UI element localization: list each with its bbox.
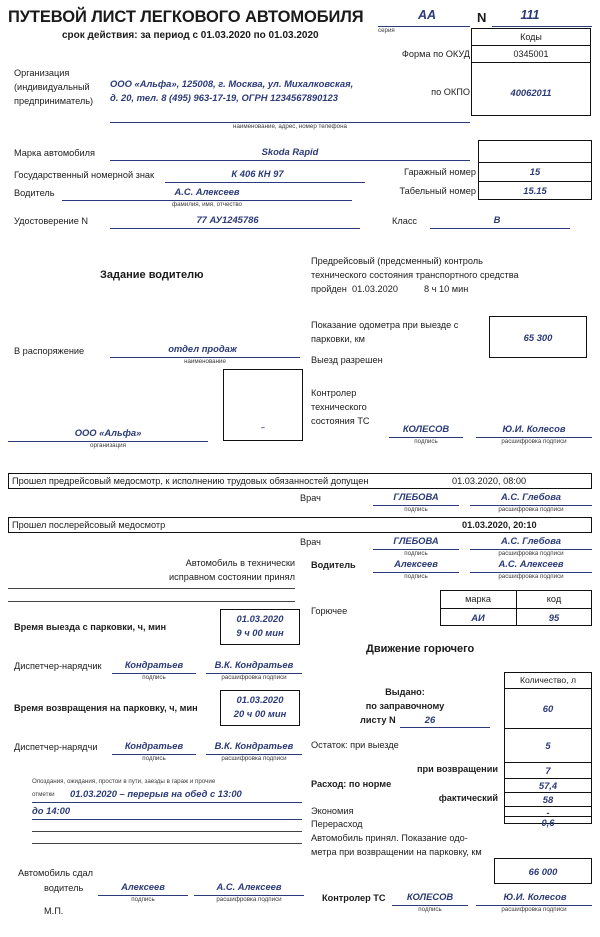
notes-value-line2: до 14:00 bbox=[32, 805, 71, 816]
controller-signature: КОЛЕСОВ bbox=[402, 423, 450, 434]
fuel-issued-line2: по заправочному bbox=[365, 701, 445, 711]
fuel-remainder-return-label: при возвращении bbox=[416, 764, 498, 774]
acceptance-rule-2 bbox=[8, 601, 295, 602]
garage-payroll-divider-2 bbox=[478, 181, 592, 182]
class-value: B bbox=[493, 214, 501, 225]
departure-allowed-label: Выезд разрешен bbox=[311, 355, 383, 365]
acceptance-line2: исправном состоянии принял bbox=[169, 572, 295, 582]
posttrip-doctor-signature: ГЛЕБОВА bbox=[393, 535, 439, 546]
organization-caption: наименование, адрес, номер телефона bbox=[233, 123, 347, 130]
notes-rule-4 bbox=[32, 843, 302, 844]
payroll-label: Табельный номер bbox=[399, 186, 476, 196]
return-odometer-label-line2: метра при возвращении на парковку, км bbox=[311, 847, 482, 857]
fuel-remainder-departure-label: Остаток: при выезде bbox=[311, 740, 399, 750]
notes-rule-3 bbox=[32, 831, 302, 832]
controller-line1: Контролер bbox=[311, 388, 357, 398]
pretrip-medical-datetime: 01.03.2020, 08:00 bbox=[452, 476, 527, 486]
brand-value: Skoda Rapid bbox=[261, 146, 319, 157]
pretrip-doctor-signature-caption: подпись bbox=[404, 506, 428, 513]
fuel-qty-divider-2 bbox=[504, 762, 592, 763]
return-time: 20 ч 00 мин bbox=[233, 708, 287, 719]
handover-stamp: М.П. bbox=[44, 906, 64, 916]
handover-controller-signature-caption: подпись bbox=[418, 906, 442, 913]
fuel-qty-divider-4 bbox=[504, 792, 592, 793]
organization-value-line2: д. 20, тел. 8 (495) 963-17-19, ОГРН 1234567890123 bbox=[110, 92, 338, 103]
garage-label: Гаражный номер bbox=[403, 167, 476, 177]
departure-date: 01.03.2020 bbox=[236, 613, 284, 624]
pretrip-control-line1: Предрейсовый (предсменный) контроль bbox=[311, 256, 483, 266]
notes-rule-1 bbox=[32, 802, 302, 803]
pretrip-doctor-name-caption: расшифровка подписи bbox=[498, 506, 564, 513]
task-organization-value: ООО «Альфа» bbox=[74, 427, 142, 438]
departure-time: 9 ч 00 мин bbox=[236, 627, 284, 638]
dispatcher1-signature: Кондратьев bbox=[124, 659, 184, 670]
handover-driver-name: А.С. Алексеев bbox=[216, 881, 282, 892]
assign-label: В распоряжение bbox=[14, 346, 85, 356]
dispatcher1-label: Диспетчер-нарядчик bbox=[14, 661, 102, 671]
codes-title: Коды bbox=[520, 32, 542, 42]
task-heading: Задание водителю bbox=[100, 269, 204, 281]
acceptance-driver-signature-caption: подпись bbox=[404, 573, 428, 580]
payroll-value: 15.15 bbox=[523, 185, 547, 196]
licence-value: 77 АУ1245786 bbox=[196, 214, 259, 225]
dispatcher2-name: В.К. Кондратьев bbox=[214, 740, 294, 751]
pretrip-doctor-label: Врач bbox=[300, 493, 321, 503]
number-rule bbox=[492, 26, 592, 27]
fuel-qty-divider-1 bbox=[504, 728, 592, 729]
odometer-departure-value: 65 300 bbox=[523, 331, 553, 343]
fuel-qty-divider-3 bbox=[504, 778, 592, 779]
okud-label: Форма по ОКУД bbox=[401, 49, 470, 59]
dispatcher1-name: В.К. Кондратьев bbox=[214, 659, 294, 670]
posttrip-doctor-name-caption: расшифровка подписи bbox=[498, 550, 564, 557]
brand-rule bbox=[110, 160, 470, 161]
fuel-remainder-departure-value: 5 bbox=[545, 740, 551, 751]
fuel-type-code-value: 95 bbox=[548, 612, 560, 623]
fuel-consumption-norm-value: 57,4 bbox=[538, 780, 558, 791]
codes-box-divider-1 bbox=[471, 45, 591, 46]
dispatcher2-name-caption: расшифровка подписи bbox=[221, 755, 287, 762]
dispatcher1-signature-caption: подпись bbox=[142, 674, 166, 681]
class-rule bbox=[430, 228, 570, 229]
series-value: АА bbox=[417, 8, 437, 22]
pretrip-control-line3-prefix: пройден bbox=[311, 284, 347, 294]
brand-label: Марка автомобиля bbox=[14, 148, 96, 158]
departure-time-label: Время выезда с парковки, ч, мин bbox=[14, 622, 167, 632]
pretrip-control-time: 8 ч 10 мин bbox=[424, 284, 469, 294]
fuel-issued-line1: Выдано: bbox=[385, 687, 425, 697]
licence-label: Удостоверение N bbox=[14, 216, 89, 226]
fuel-consumption-actual-value: 58 bbox=[542, 794, 554, 805]
acceptance-driver-name-caption: расшифровка подписи bbox=[498, 573, 564, 580]
odometer-departure-value-wrap bbox=[489, 316, 587, 358]
fuel-saving-value: - bbox=[546, 807, 550, 818]
posttrip-doctor-label: Врач bbox=[300, 537, 321, 547]
class-label: Класс bbox=[392, 216, 418, 226]
number-label: N bbox=[477, 10, 487, 25]
notes-rule-2 bbox=[32, 819, 302, 820]
odometer-departure-label-line1: Показание одометра при выезде с bbox=[311, 320, 459, 330]
okpo-value: 40062011 bbox=[510, 87, 552, 98]
fuel-consumption-norm-label: Расход: по норме bbox=[311, 779, 392, 789]
return-odometer-value-wrap bbox=[494, 858, 592, 884]
organization-label-line2: (индивидуальный bbox=[14, 82, 90, 92]
garage-value: 15 bbox=[529, 166, 541, 177]
page-title: ПУТЕВОЙ ЛИСТ ЛЕГКОВОГО АВТОМОБИЛЯ bbox=[8, 8, 364, 26]
handover-controller-label: Контролер ТС bbox=[322, 893, 386, 903]
fuel-qty-column-header: Количество, л bbox=[520, 675, 576, 685]
handover-controller-name: Ю.И. Колесов bbox=[503, 891, 567, 902]
fuel-issued-value: 60 bbox=[542, 703, 554, 714]
notes-caption-line1: Опоздания, ожидания, простои в пути, заезды в гараж и прочие bbox=[32, 778, 216, 785]
acceptance-driver-signature: Алексеев bbox=[394, 558, 438, 569]
licence-rule bbox=[110, 228, 360, 229]
handover-line1: Автомобиль сдал bbox=[18, 868, 93, 878]
handover-line2: водитель bbox=[44, 883, 84, 893]
fuel-qty-divider-header bbox=[504, 688, 592, 689]
driver-caption: фамилия, имя, отчество bbox=[172, 201, 242, 208]
organization-label-line3: предприниматель) bbox=[14, 96, 94, 106]
return-date: 01.03.2020 bbox=[236, 694, 284, 705]
dispatcher2-signature: Кондратьев bbox=[124, 740, 184, 751]
return-odometer-value: 66 000 bbox=[528, 865, 558, 877]
codes-box-divider-2 bbox=[471, 62, 591, 63]
number-value: 111 bbox=[520, 8, 540, 22]
controller-name: Ю.И. Колесов bbox=[502, 423, 566, 434]
fuel-type-col-brand: марка bbox=[465, 594, 491, 604]
fuel-overrun-label: Перерасход bbox=[311, 819, 363, 829]
fuel-consumption-actual-label: фактический bbox=[438, 793, 498, 803]
garage-payroll-divider-1 bbox=[478, 162, 592, 163]
fuel-movement-heading: Движение горючего bbox=[366, 643, 475, 655]
fuel-issued-line3: листу N bbox=[360, 715, 396, 725]
plate-value: К 406 КН 97 bbox=[231, 168, 284, 179]
pretrip-doctor-name: А.С. Глебова bbox=[500, 491, 562, 502]
acceptance-rule-1 bbox=[8, 588, 295, 589]
fuel-type-brand-value: АИ bbox=[471, 612, 485, 623]
okpo-label: по ОКПО bbox=[431, 87, 470, 97]
fuel-saving-label: Экономия bbox=[311, 806, 354, 816]
acceptance-driver-name: А.С. Алексеев bbox=[498, 558, 564, 569]
acceptance-line1: Автомобиль в технически bbox=[185, 558, 295, 568]
plate-label: Государственный номерной знак bbox=[14, 170, 155, 180]
driver-value: А.С. Алексеев bbox=[174, 186, 240, 197]
task-organization-caption: организация bbox=[90, 442, 126, 449]
notes-value-line1: 01.03.2020 – перерыв на обед с 13:00 bbox=[70, 788, 242, 799]
posttrip-doctor-name: А.С. Глебова bbox=[500, 535, 562, 546]
assign-caption: наименование bbox=[184, 358, 226, 365]
handover-driver-signature: Алексеев bbox=[121, 881, 165, 892]
controller-signature-caption: подпись bbox=[414, 438, 438, 445]
fuel-remainder-return-value: 7 bbox=[545, 765, 551, 776]
notes-caption-line2: отметки bbox=[32, 791, 55, 798]
assign-value: отдел продаж bbox=[168, 343, 237, 354]
handover-controller-name-caption: расшифровка подписи bbox=[501, 906, 567, 913]
fuel-sheet-number-rule bbox=[400, 727, 490, 728]
series-caption: серия bbox=[378, 27, 395, 34]
handover-driver-name-caption: расшифровка подписи bbox=[216, 896, 282, 903]
organization-label-line1: Организация bbox=[14, 68, 70, 78]
fuel-type-label: Горючее bbox=[311, 606, 348, 616]
dispatcher2-signature-caption: подпись bbox=[142, 755, 166, 762]
return-time-label: Время возвращения на парковку, ч, мин bbox=[14, 703, 198, 713]
acceptance-driver-label: Водитель bbox=[311, 560, 356, 570]
controller-line3: состояния ТС bbox=[311, 416, 370, 426]
fuel-type-col-code: код bbox=[546, 594, 562, 604]
posttrip-medical-text: Прошел послерейсовый медосмотр bbox=[12, 520, 166, 530]
validity-period: срок действия: за период с 01.03.2020 по 01.03.2020 bbox=[62, 30, 319, 41]
pretrip-control-date: 01.03.2020 bbox=[352, 284, 398, 294]
pretrip-doctor-signature: ГЛЕБОВА bbox=[393, 491, 439, 502]
posttrip-medical-datetime: 01.03.2020, 20:10 bbox=[462, 520, 537, 530]
odometer-departure-label-line2: парковки, км bbox=[311, 334, 365, 344]
handover-controller-signature: КОЛЕСОВ bbox=[406, 891, 454, 902]
dispatcher2-label: Диспетчер-нарядчи bbox=[14, 742, 98, 752]
return-odometer-label-line1: Автомобиль принял. Показание одо- bbox=[311, 833, 468, 843]
driver-label: Водитель bbox=[14, 188, 55, 198]
posttrip-doctor-signature-caption: подпись bbox=[404, 550, 428, 557]
organization-value-line1: ООО «Альфа», 125008, г. Москва, ул. Михалковская, bbox=[110, 78, 354, 89]
plate-rule bbox=[165, 182, 365, 183]
pretrip-control-line2: технического состояния транспортного средства bbox=[311, 270, 519, 280]
okud-value: 0345001 bbox=[513, 49, 549, 59]
fuel-sheet-number: 26 bbox=[424, 714, 436, 725]
controller-line2: технического bbox=[311, 402, 367, 412]
dispatcher1-name-caption: расшифровка подписи bbox=[221, 674, 287, 681]
fuel-overrun-value: 0,6 bbox=[541, 817, 555, 828]
task-empty-box-value: – bbox=[261, 425, 265, 432]
handover-driver-signature-caption: подпись bbox=[131, 896, 155, 903]
controller-name-caption: расшифровка подписи bbox=[501, 438, 567, 445]
pretrip-medical-text: Прошел предрейсовый медосмотр, к исполнению трудовых обязанностей допущен bbox=[12, 476, 369, 486]
